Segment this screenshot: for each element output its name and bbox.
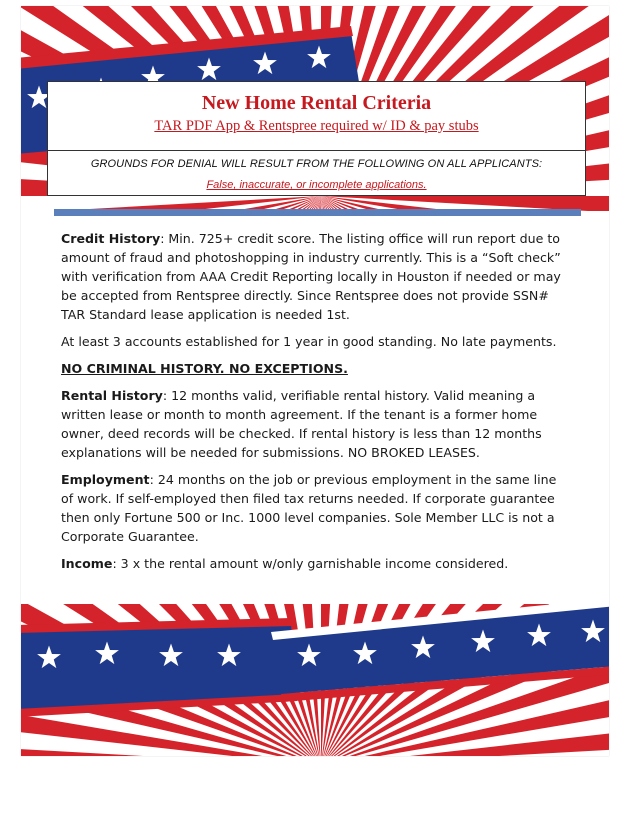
rental-history-text: : 12 months valid, verifiable rental history. Valid meaning a written lease or month to month agreement. If the tenant is a former home owner, deed records will be checked. If rental history is less than 12 months explanations will be needed for submissions. NO BROKED LEASES.: [61, 388, 542, 460]
document-page: [21, 6, 609, 756]
criteria-content: [61, 229, 571, 581]
employment-paragraph: [61, 470, 571, 546]
criminal-history-notice: NO CRIMINAL HISTORY. NO EXCEPTIONS.: [61, 361, 348, 376]
divider-bar: [54, 209, 581, 216]
credit-history-paragraph: [61, 229, 571, 324]
denial-reason: False, inaccurate, or incomplete applications.: [206, 179, 427, 191]
income-text: : 3 x the rental amount w/only garnishable income considered.: [112, 556, 509, 571]
credit-history-text: : Min. 725+ credit score. The listing office will run report due to amount of fraud and photoshopping in industry currently. This is a “Soft check” with verification from AAA Credit Reporting locally in Houston if needed or may be accepted from Rentspree directly. Since Rentspree does not provide SSN# TAR Standard lease application is needed 1st.: [61, 231, 561, 322]
employment-label: Employment: [61, 472, 150, 487]
accounts-paragraph: At least 3 accounts established for 1 year in good standing. No late payments.: [61, 334, 557, 349]
rental-history-paragraph: [61, 386, 571, 462]
title-box: [47, 81, 586, 196]
credit-history-label: Credit History: [61, 231, 161, 246]
denial-section: [48, 151, 585, 191]
denial-heading: GROUNDS FOR DENIAL WILL RESULT FROM THE FOLLOWING ON ALL APPLICANTS:: [90, 158, 543, 170]
employment-text: : 24 months on the job or previous employment in the same line of work. If self-employed then filed tax returns needed. If corporate guarantee then only Fortune 500 or Inc. 1000 level companies. Sole Member LLC is not a Corporate Guarantee.: [61, 472, 557, 544]
page-title: New Home Rental Criteria: [201, 92, 432, 114]
page-subtitle: TAR PDF App & Rentspree required w/ ID & pay stubs: [154, 118, 479, 134]
income-paragraph: [61, 554, 571, 573]
title-section: [48, 82, 585, 151]
rental-history-label: Rental History: [61, 388, 163, 403]
income-label: Income: [61, 556, 113, 571]
